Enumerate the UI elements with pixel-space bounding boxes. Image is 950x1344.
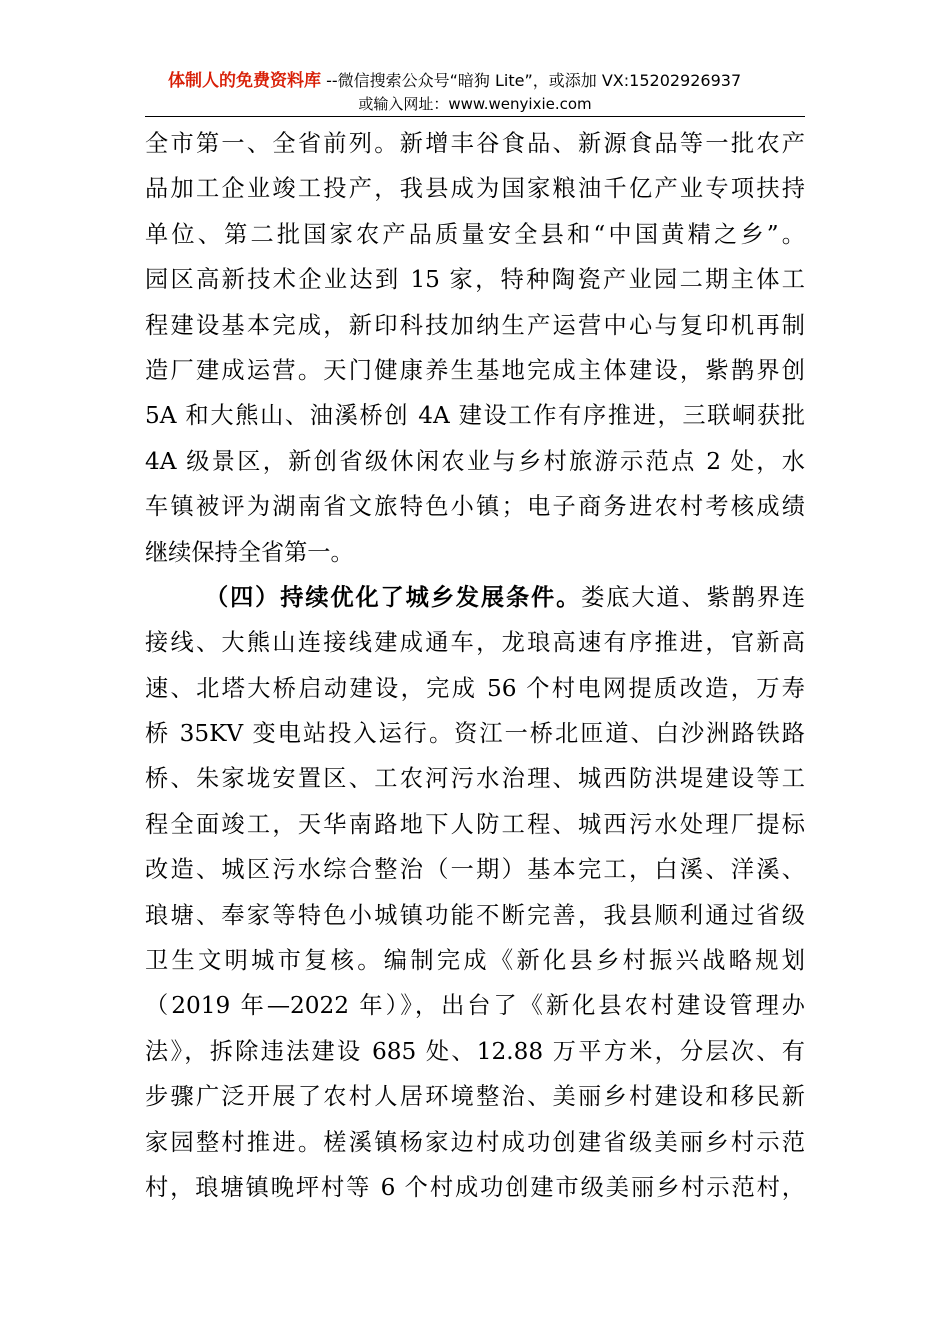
text-line: 园区高新技术企业达到 15 家，特种陶瓷产业园二期主体工 — [145, 266, 805, 294]
text-line: 卫生文明城市复核。编制完成《新化县乡村振兴战略规划 — [145, 947, 805, 975]
paragraph-4-first-line — [145, 575, 805, 620]
header-website: 或输入网址：www.wenyixie.com — [358, 95, 592, 113]
text-line: 琅塘、奉家等特色小城镇功能不断完善，我县顺利通过省级 — [145, 901, 805, 929]
text-line: 程建设基本完成，新印科技加纳生产运营中心与复印机再制 — [145, 311, 805, 339]
text-line: 车镇被评为湖南省文旅特色小镇；电子商务进农村考核成绩 — [145, 493, 805, 521]
document-body — [145, 121, 805, 1210]
header-contact: --微信搜索公众号“暗狗 Lite”，或添加 VX:15202926937 — [321, 71, 742, 90]
text-line: 5A 和大熊山、油溪桥创 4A 建设工作有序推进，三联峒获批 — [145, 402, 805, 430]
header-line-1 — [168, 70, 741, 92]
text-line: 法》，拆除违法建设 685 处、12.88 万平方米，分层次、有 — [145, 1037, 805, 1065]
text-line: 单位、第二批国家农产品质量安全县和“中国黄精之乡”。 — [145, 220, 805, 248]
brand-name: 体制人的免费资料库 — [168, 71, 321, 91]
text-line: 家园整村推进。槎溪镇杨家边村成功创建省级美丽乡村示范 — [145, 1128, 805, 1156]
text-line: 4A 级景区，新创省级休闲农业与乡村旅游示范点 2 处，水 — [145, 447, 805, 475]
text-line: 桥、朱家垅安置区、工农河污水治理、城西防洪堤建设等工 — [145, 765, 805, 793]
heading-continuation: 娄底大道、紫鹊界连 — [581, 583, 805, 611]
text-line: （2019 年—2022 年）》，出台了《新化县农村建设管理办 — [145, 992, 805, 1020]
text-line: 全市第一、全省前列。新增丰谷食品、新源食品等一批农产 — [145, 130, 805, 157]
text-line: 程全面竣工，天华南路地下人防工程、城西污水处理厂提标 — [145, 810, 805, 838]
text-line: 桥 35KV 变电站投入运行。资江一桥北匝道、白沙洲路铁路 — [145, 720, 805, 748]
text-line: 造厂建成运营。天门健康养生基地完成主体建设，紫鹊界创 — [145, 356, 805, 384]
text-line: 继续保持全省第一。 — [145, 538, 354, 566]
text-line: 接线、大熊山连接线建成通车，龙琅高速有序推进，官新高 — [145, 629, 805, 657]
text-line: 品加工企业竣工投产，我县成为国家粮油千亿产业专项扶持 — [145, 175, 805, 203]
text-line: 改造、城区污水综合整治（一期）基本完工，白溪、洋溪、 — [145, 856, 805, 884]
text-line: 步骤广泛开展了农村人居环境整治、美丽乡村建设和移民新 — [145, 1083, 805, 1111]
text-line: 速、北塔大桥启动建设，完成 56 个村电网提质改造，万寿 — [145, 674, 805, 702]
header-divider — [145, 116, 805, 117]
section-heading: （四）持续优化了城乡发展条件。 — [205, 583, 582, 611]
text-line: 村，琅塘镇晚坪村等 6 个村成功创建市级美丽乡村示范村， — [145, 1173, 805, 1201]
